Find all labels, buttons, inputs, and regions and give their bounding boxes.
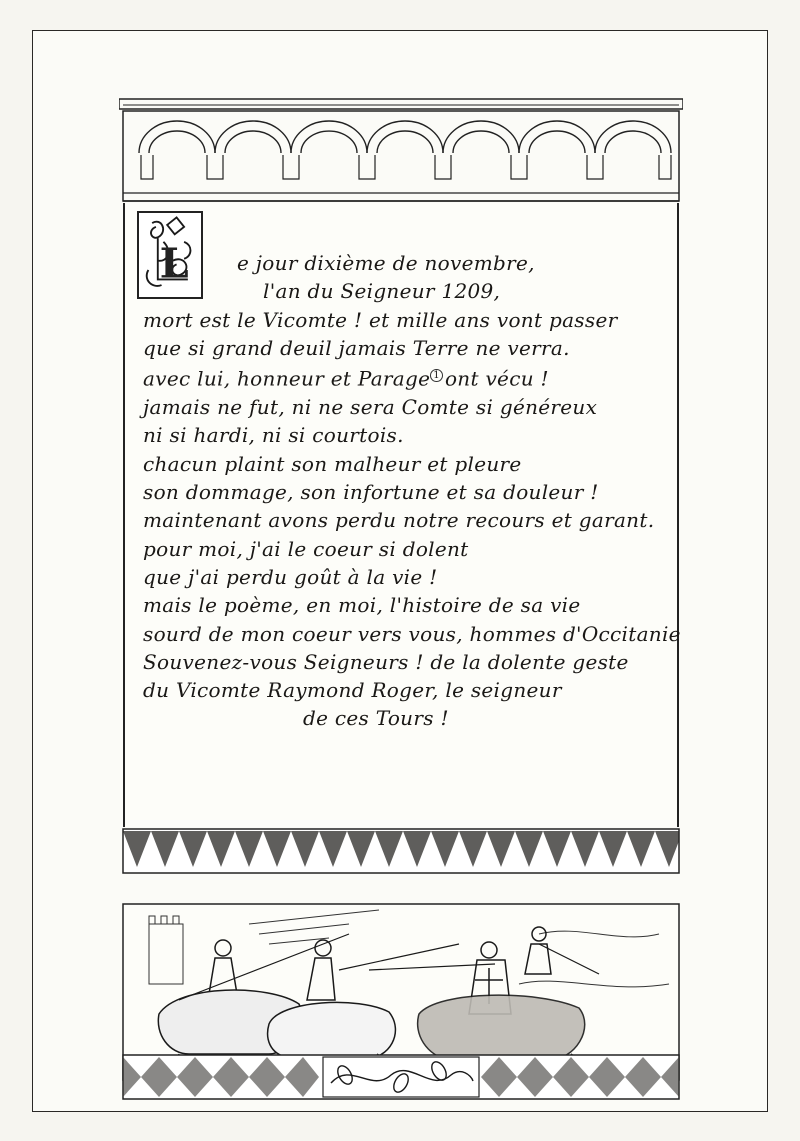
- illuminated-frame: [119, 97, 683, 1099]
- verse-line: sourd de mon coeur vers vous, hommes d'Occitanie: [143, 621, 681, 646]
- verse-line: pour moi, j'ai le coeur si dolent: [143, 536, 469, 561]
- verse-line: ni si hardi, ni si courtois.: [143, 423, 404, 448]
- verse-line: Souvenez-vous Seigneurs ! de la dolente geste: [143, 649, 629, 674]
- verse-line: maintenant avons perdu notre recours et garant.: [143, 508, 655, 533]
- verse-line-part: ont vécu !: [444, 366, 549, 391]
- verse-line: jamais ne fut, ni ne sera Comte si généreux: [143, 395, 598, 420]
- poem-panel: [123, 203, 679, 827]
- zigzag-frieze: [119, 827, 683, 875]
- verse-line: du Vicomte Raymond Roger, le seigneur: [143, 678, 562, 703]
- footnote-marker: 1: [430, 369, 443, 382]
- verse-line: chacun plaint son malheur et pleure: [143, 451, 522, 476]
- verse-line: [143, 362, 673, 393]
- verse-line: e jour dixième de novembre,: [237, 251, 535, 275]
- verse-line: mais le poème, en moi, l'histoire de sa vie: [143, 593, 581, 618]
- dropcap-letter: L: [159, 238, 189, 288]
- poem-verse: [143, 249, 681, 733]
- verse-line: mort est le Vicomte ! et mille ans vont passer: [143, 307, 618, 332]
- verse-line: son dommage, son infortune et sa douleur !: [143, 480, 599, 505]
- verse-line: l'an du Seigneur 1209,: [263, 279, 501, 304]
- manuscript-page: [32, 30, 768, 1112]
- verse-line: de ces Tours !: [303, 706, 449, 731]
- foliage-frieze: [119, 1053, 683, 1101]
- verse-line: que j'ai perdu goût à la vie !: [143, 564, 438, 589]
- verse-line: que si grand deuil jamais Terre ne verra.: [143, 335, 570, 360]
- verse-line-part: avec lui, honneur et Parage: [143, 366, 431, 391]
- arcade-frieze: [119, 97, 683, 217]
